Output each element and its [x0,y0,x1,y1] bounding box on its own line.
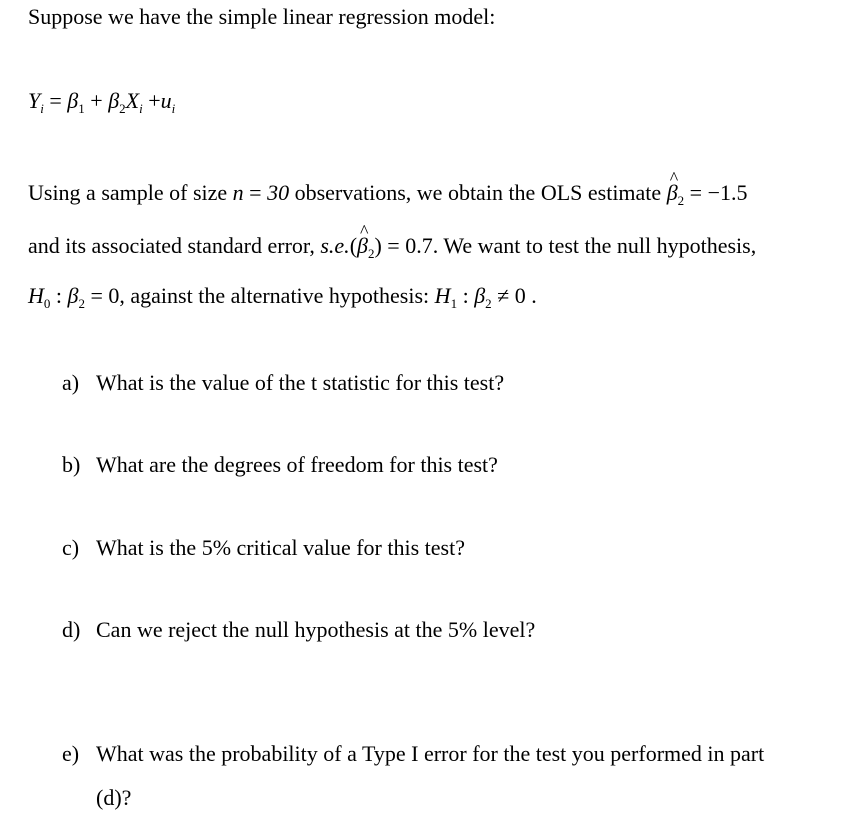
question-e-continuation: (d)? [96,785,132,810]
regression-model-equation: $Y_i = \beta_1 + \beta_2X_i +u_i$ [28,88,176,116]
question-e: e) What was the probability of a Type I error for the test you performed in part [62,741,765,766]
question-d: d) Can we reject the null hypothesis at the 5% level? [62,617,536,642]
question-b: b) What are the degrees of freedom for this test? [62,452,498,477]
paragraph-line-2: and its associated standard error, s.e.(^ $\beta_2) = 0.7$. We want to test the null hypothesis, [28,235,756,257]
question-a: a) What is the value of the t statistic for this test? [62,370,505,395]
intro-text: Suppose we have the simple linear regression model: [28,4,496,29]
question-c: c) What is the 5% critical value for this test? [62,535,465,560]
paragraph-line-3: $H_0$ : $\beta_2 = 0$, against the alternative hypothesis: $H_1$ : $\beta_2 \ne 0$ . [28,283,537,311]
paragraph-line-1: Using a sample of size n = 30 observations, we obtain the OLS estimate ^ $\beta_2 = -1.5$ [28,182,747,204]
